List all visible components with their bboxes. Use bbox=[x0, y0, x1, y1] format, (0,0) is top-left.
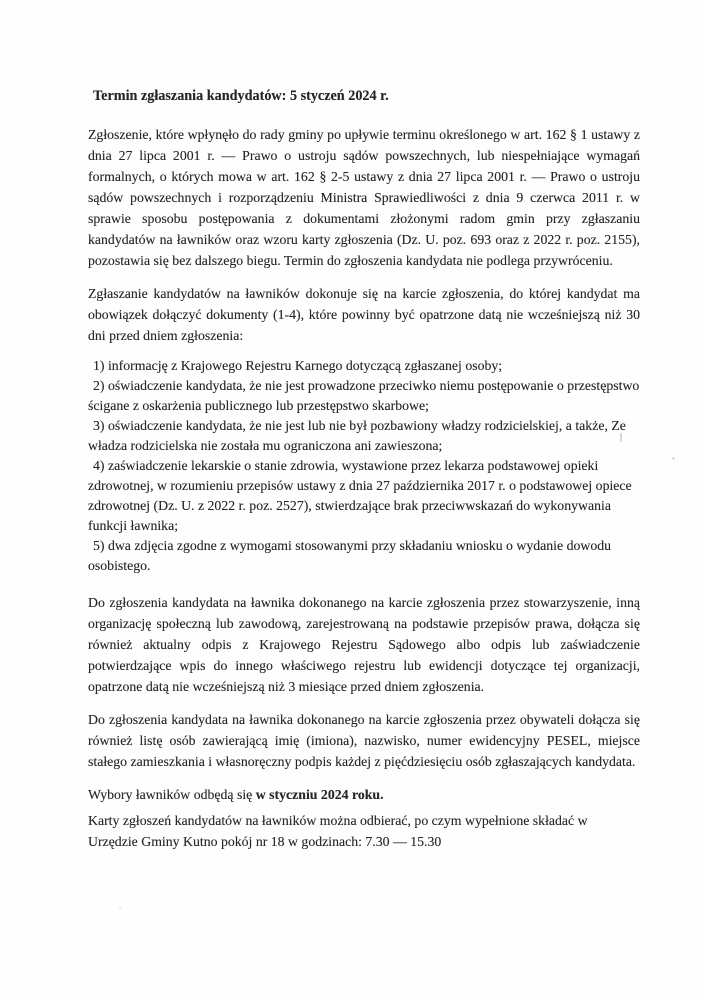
document-content bbox=[88, 86, 640, 852]
list-item-photos: 5) dwa zdjęcia zgodne z wymogami stosowanymi przy składaniu wniosku o wydanie dowodu osobistego. bbox=[88, 538, 612, 573]
required-documents-list bbox=[88, 356, 640, 576]
scan-artifact-speck bbox=[672, 457, 675, 460]
paragraph-citizens-requirements: Do zgłoszenia kandydata na ławnika dokonanego na karcie zgłoszenia przez obywateli dołącza się również listę osób zawierającą imię (imiona), nazwisko, numer ewidencyjny PESEL, miejsce stałego zamieszkania i własnoręczny podpis każdej z pięćdziesięciu osób zgłaszających kandydata. bbox=[88, 712, 640, 769]
scan-artifact-speck bbox=[620, 433, 622, 442]
list-item-medical-certificate: 4) zaświadczenie lekarskie o stanie zdrowia, wystawione przez lekarza podstawowej opieki zdrowotnej, w rozumieniu przepisów ustawy z dnia 27 października 2017 r. o podstawowej opiece zdrowotnej (Dz. U. z 2022 r. poz. 2527), stwierdzające brak przeciwwskazań do wykonywania funkcji ławnika; bbox=[88, 458, 632, 533]
list-item-no-proceedings-declaration: 2) oświadczenie kandydata, że nie jest prowadzone przeciwko niemu postępowanie o przestępstwo ścigane z oskarżenia publicznego lub przestępstwo skarbowe; bbox=[88, 378, 640, 413]
paragraph-closing-office-info: Karty zgłoszeń kandydatów na ławników można odbierać, po czym wypełnione składać w Urzędzie Gminy Kutno pokój nr 18 w godzinach: 7.30 — 15.30 bbox=[88, 813, 588, 849]
scan-artifact-speck bbox=[119, 907, 122, 910]
list-item-parental-rights-declaration: 3) oświadczenie kandydata, że nie jest lub nie był pozbawiony władzy rodzicielskiej, a także, Ze władza rodzicielska nie została mu ograniczona ani zawieszona; bbox=[88, 418, 626, 453]
paragraph-association-requirements: Do zgłoszenia kandydata na ławnika dokonanego na karcie zgłoszenia przez stowarzyszenie, inną organizację społeczną lub zawodową, zarejestrowaną na podstawie przepisów prawa, dołącza się również aktualny odpis z Krajowego Rejestru Sądowego albo odpis lub zaświadczenie potwierdzające wpis do innego właściwego rejestru lub ewidencji dotyczące tej organizacji, opatrzone datą nie wcześniejszą niż 3 miesiące przed dniem zgłoszenia. bbox=[88, 595, 640, 694]
document-title: Termin zgłaszania kandydatów: 5 styczeń 2024 r. bbox=[93, 88, 389, 104]
paragraph-rejection-rules: Zgłoszenie, które wpłynęło do rady gminy po upływie terminu określonego w art. 162 § 1 ustawy z dnia 27 lipca 2001 r. — Prawo o ustroju sądów powszechnych, lub niespełniające wymagań formalnych, o których mowa w art. 162 § 2-5 ustawy z dnia 27 lipca 2001 r. — Prawo o ustroju sądów powszechnych i rozporządzeniu Ministra Sprawiedliwości z dnia 9 czerwca 2011 r. w sprawie sposobu postępowania z dokumentami złożonymi radom gmin przy zgłaszaniu kandydatów na ławników oraz wzoru karty zgłoszenia (Dz. U. poz. 693 oraz z 2022 r. poz. 2155), pozostawia się bez dalszego biegu. Termin do zgłoszenia kandydata nie podlega przywróceniu. bbox=[88, 127, 640, 268]
list-item-criminal-record: 1) informację z Krajowego Rejestru Karnego dotyczącą zgłaszanej osoby; bbox=[93, 358, 503, 373]
election-notice-date: w styczniu 2024 roku. bbox=[255, 787, 384, 802]
election-notice-text: Wybory ławników odbędą się bbox=[88, 787, 256, 802]
paragraph-documents-intro: Zgłaszanie kandydatów na ławników dokonuje się na karcie zgłoszenia, do której kandydat ma obowiązek dołączyć dokumenty (1-4), które powinny być opatrzone datą nie wcześniejszą niż 30 dni przed dniem zgłoszenia: bbox=[88, 286, 640, 343]
election-notice bbox=[88, 784, 640, 805]
